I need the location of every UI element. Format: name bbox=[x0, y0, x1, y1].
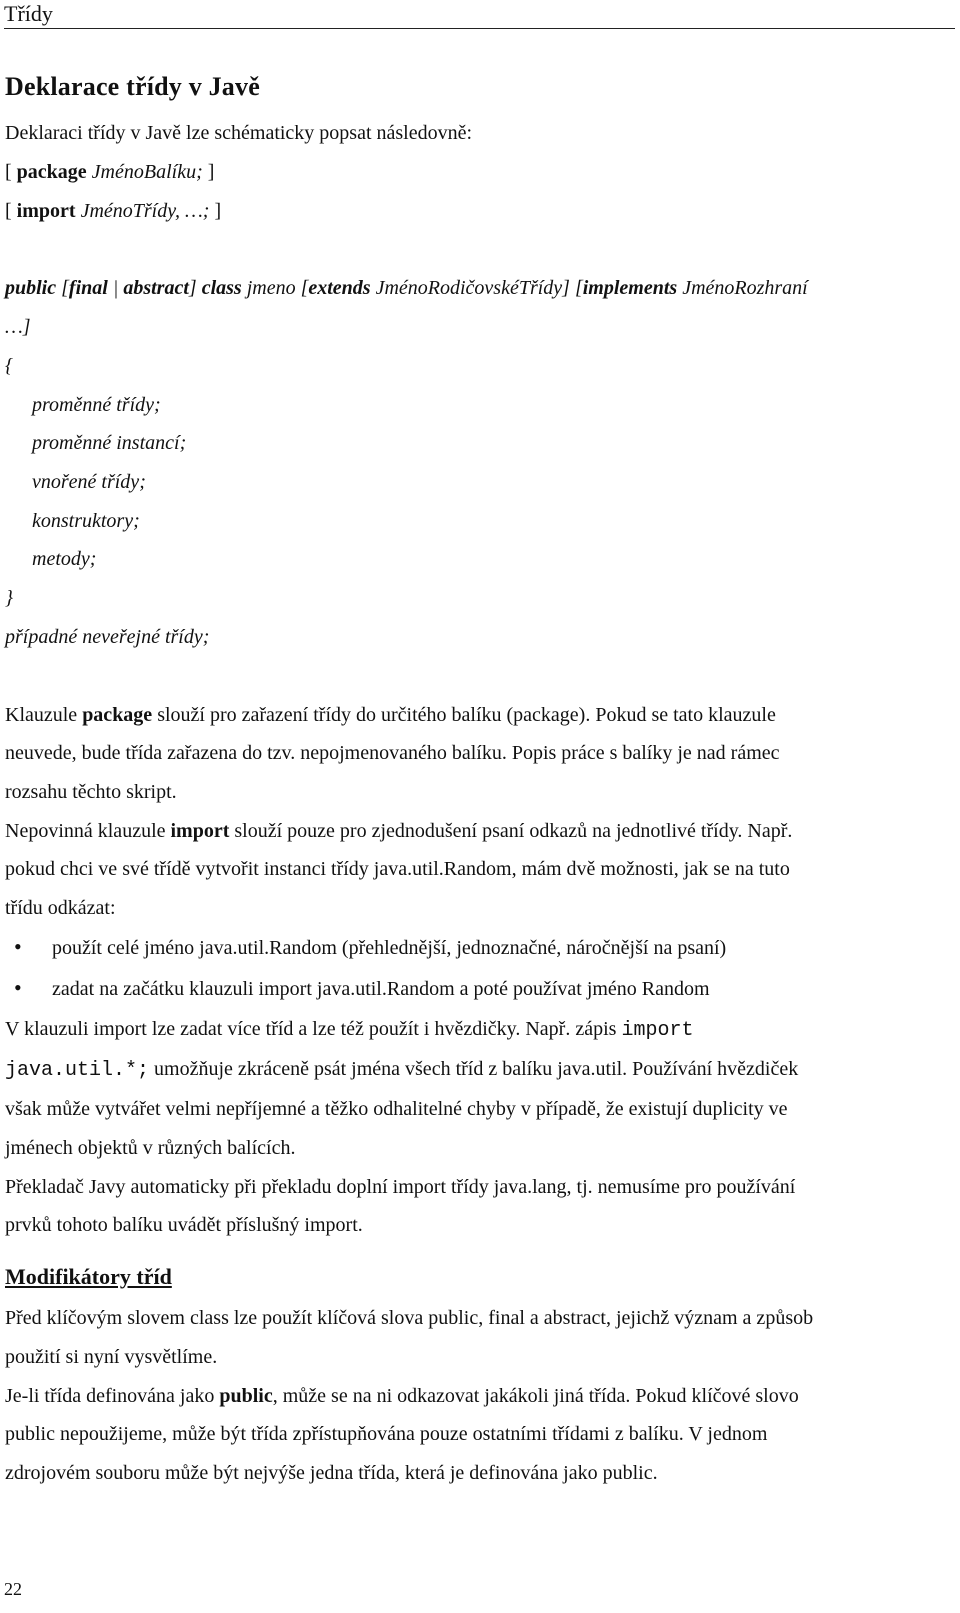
code-import: import bbox=[621, 1019, 694, 1042]
public-paragraph-line: zdrojovém souboru může být nejvýše jedna třída, která je definována jako public. bbox=[5, 1462, 658, 1484]
java-lang-paragraph-line: prvků tohoto balíku uvádět příslušný import. bbox=[5, 1214, 363, 1236]
page-number: 22 bbox=[4, 1579, 22, 1599]
list-item: • použít celé jméno java.util.Random (přehlednější, jednoznačné, náročnější na psaní) bbox=[14, 934, 727, 959]
running-header bbox=[4, 0, 955, 29]
open-brace: { bbox=[5, 355, 13, 377]
import-keyword: import bbox=[16, 200, 76, 222]
wildcard-paragraph-line: jménech objektů v různých balících. bbox=[5, 1137, 296, 1159]
package-paragraph-line: neuvede, bude třída zařazena do tzv. nepojmenovaného balíku. Popis práce s balíky je nad rámec bbox=[5, 742, 780, 764]
modifiers-paragraph-line: použití si nyní vysvětlíme. bbox=[5, 1346, 218, 1368]
package-paragraph-line: rozsahu těchto skript. bbox=[5, 781, 177, 803]
wildcard-paragraph-line: však může vytvářet velmi nepříjemné a těžko odhalitelné chyby v případě, že existují duplicity ve bbox=[5, 1098, 788, 1120]
class-declaration-line: public [final | abstract] class jmeno [extends JménoRodičovskéTřídy] [implements JménoRozhraní bbox=[5, 277, 808, 299]
section-heading-declaration: Deklarace třídy v Javě bbox=[5, 72, 260, 101]
non-public-classes-line: případné neveřejné třídy; bbox=[5, 626, 210, 648]
section-heading-modifiers: Modifikátory tříd bbox=[5, 1264, 172, 1289]
public-paragraph-line: public nepoužijeme, může být třída zpřístupňována pouze ostatními třídami z balíku. V jednom bbox=[5, 1423, 768, 1445]
java-lang-paragraph-line: Překladač Javy automaticky při překladu doplní import třídy java.lang, tj. nemusíme pro používání bbox=[5, 1176, 796, 1198]
class-body-item: proměnné třídy; bbox=[32, 394, 161, 416]
wildcard-paragraph-line: java.util.*; umožňuje zkráceně psát jména všech tříd z balíku java.util. Používání hvězdiček bbox=[5, 1058, 799, 1082]
bullet-icon: • bbox=[14, 934, 22, 959]
close-brace: } bbox=[5, 587, 13, 609]
class-body-item: proměnné instancí; bbox=[32, 432, 187, 454]
package-name: JménoBalíku; bbox=[86, 161, 203, 183]
class-body-item: vnořené třídy; bbox=[32, 471, 146, 493]
class-body-item: metody; bbox=[32, 548, 97, 570]
class-declaration-continuation: …] bbox=[5, 316, 31, 338]
modifiers-paragraph-line: Před klíčovým slovem class lze použít klíčová slova public, final a abstract, jejichž význam a způsob bbox=[5, 1307, 814, 1329]
wildcard-paragraph-line: V klauzuli import lze zadat více tříd a lze též použít i hvězdičky. Např. zápis import bbox=[5, 1018, 694, 1042]
package-syntax-line: [ package JménoBalíku; ] bbox=[5, 161, 215, 183]
import-paragraph-line: Nepovinná klauzule import slouží pouze pro zjednodušení psaní odkazů na jednotlivé třídy. Např. bbox=[5, 820, 793, 842]
bullet-icon: • bbox=[14, 975, 22, 1000]
class-body-item: konstruktory; bbox=[32, 510, 140, 532]
import-syntax-line: [ import JménoTřídy, …; ] bbox=[5, 200, 222, 222]
import-name: JménoTřídy, …; bbox=[75, 200, 215, 222]
import-paragraph-line: pokud chci ve své třídě vytvořit instanci třídy java.util.Random, mám dvě možnosti, jak se na tuto bbox=[5, 858, 790, 880]
list-item: • zadat na začátku klauzuli import java.util.Random a poté používat jméno Random bbox=[14, 975, 710, 1000]
import-paragraph-line: třídu odkázat: bbox=[5, 897, 116, 919]
intro-line: Deklaraci třídy v Javě lze schématicky popsat následovně: bbox=[5, 122, 473, 144]
public-paragraph-line: Je-li třída definována jako public, může se na ni odkazovat jakákoli jiná třída. Pokud klíčové slovo bbox=[5, 1385, 799, 1407]
running-title: Třídy bbox=[4, 1, 53, 26]
package-paragraph-line: Klauzule package slouží pro zařazení třídy do určitého balíku (package). Pokud se tato klauzule bbox=[5, 704, 776, 726]
package-keyword: package bbox=[16, 161, 87, 183]
code-java-util-star: java.util.*; bbox=[5, 1059, 150, 1082]
